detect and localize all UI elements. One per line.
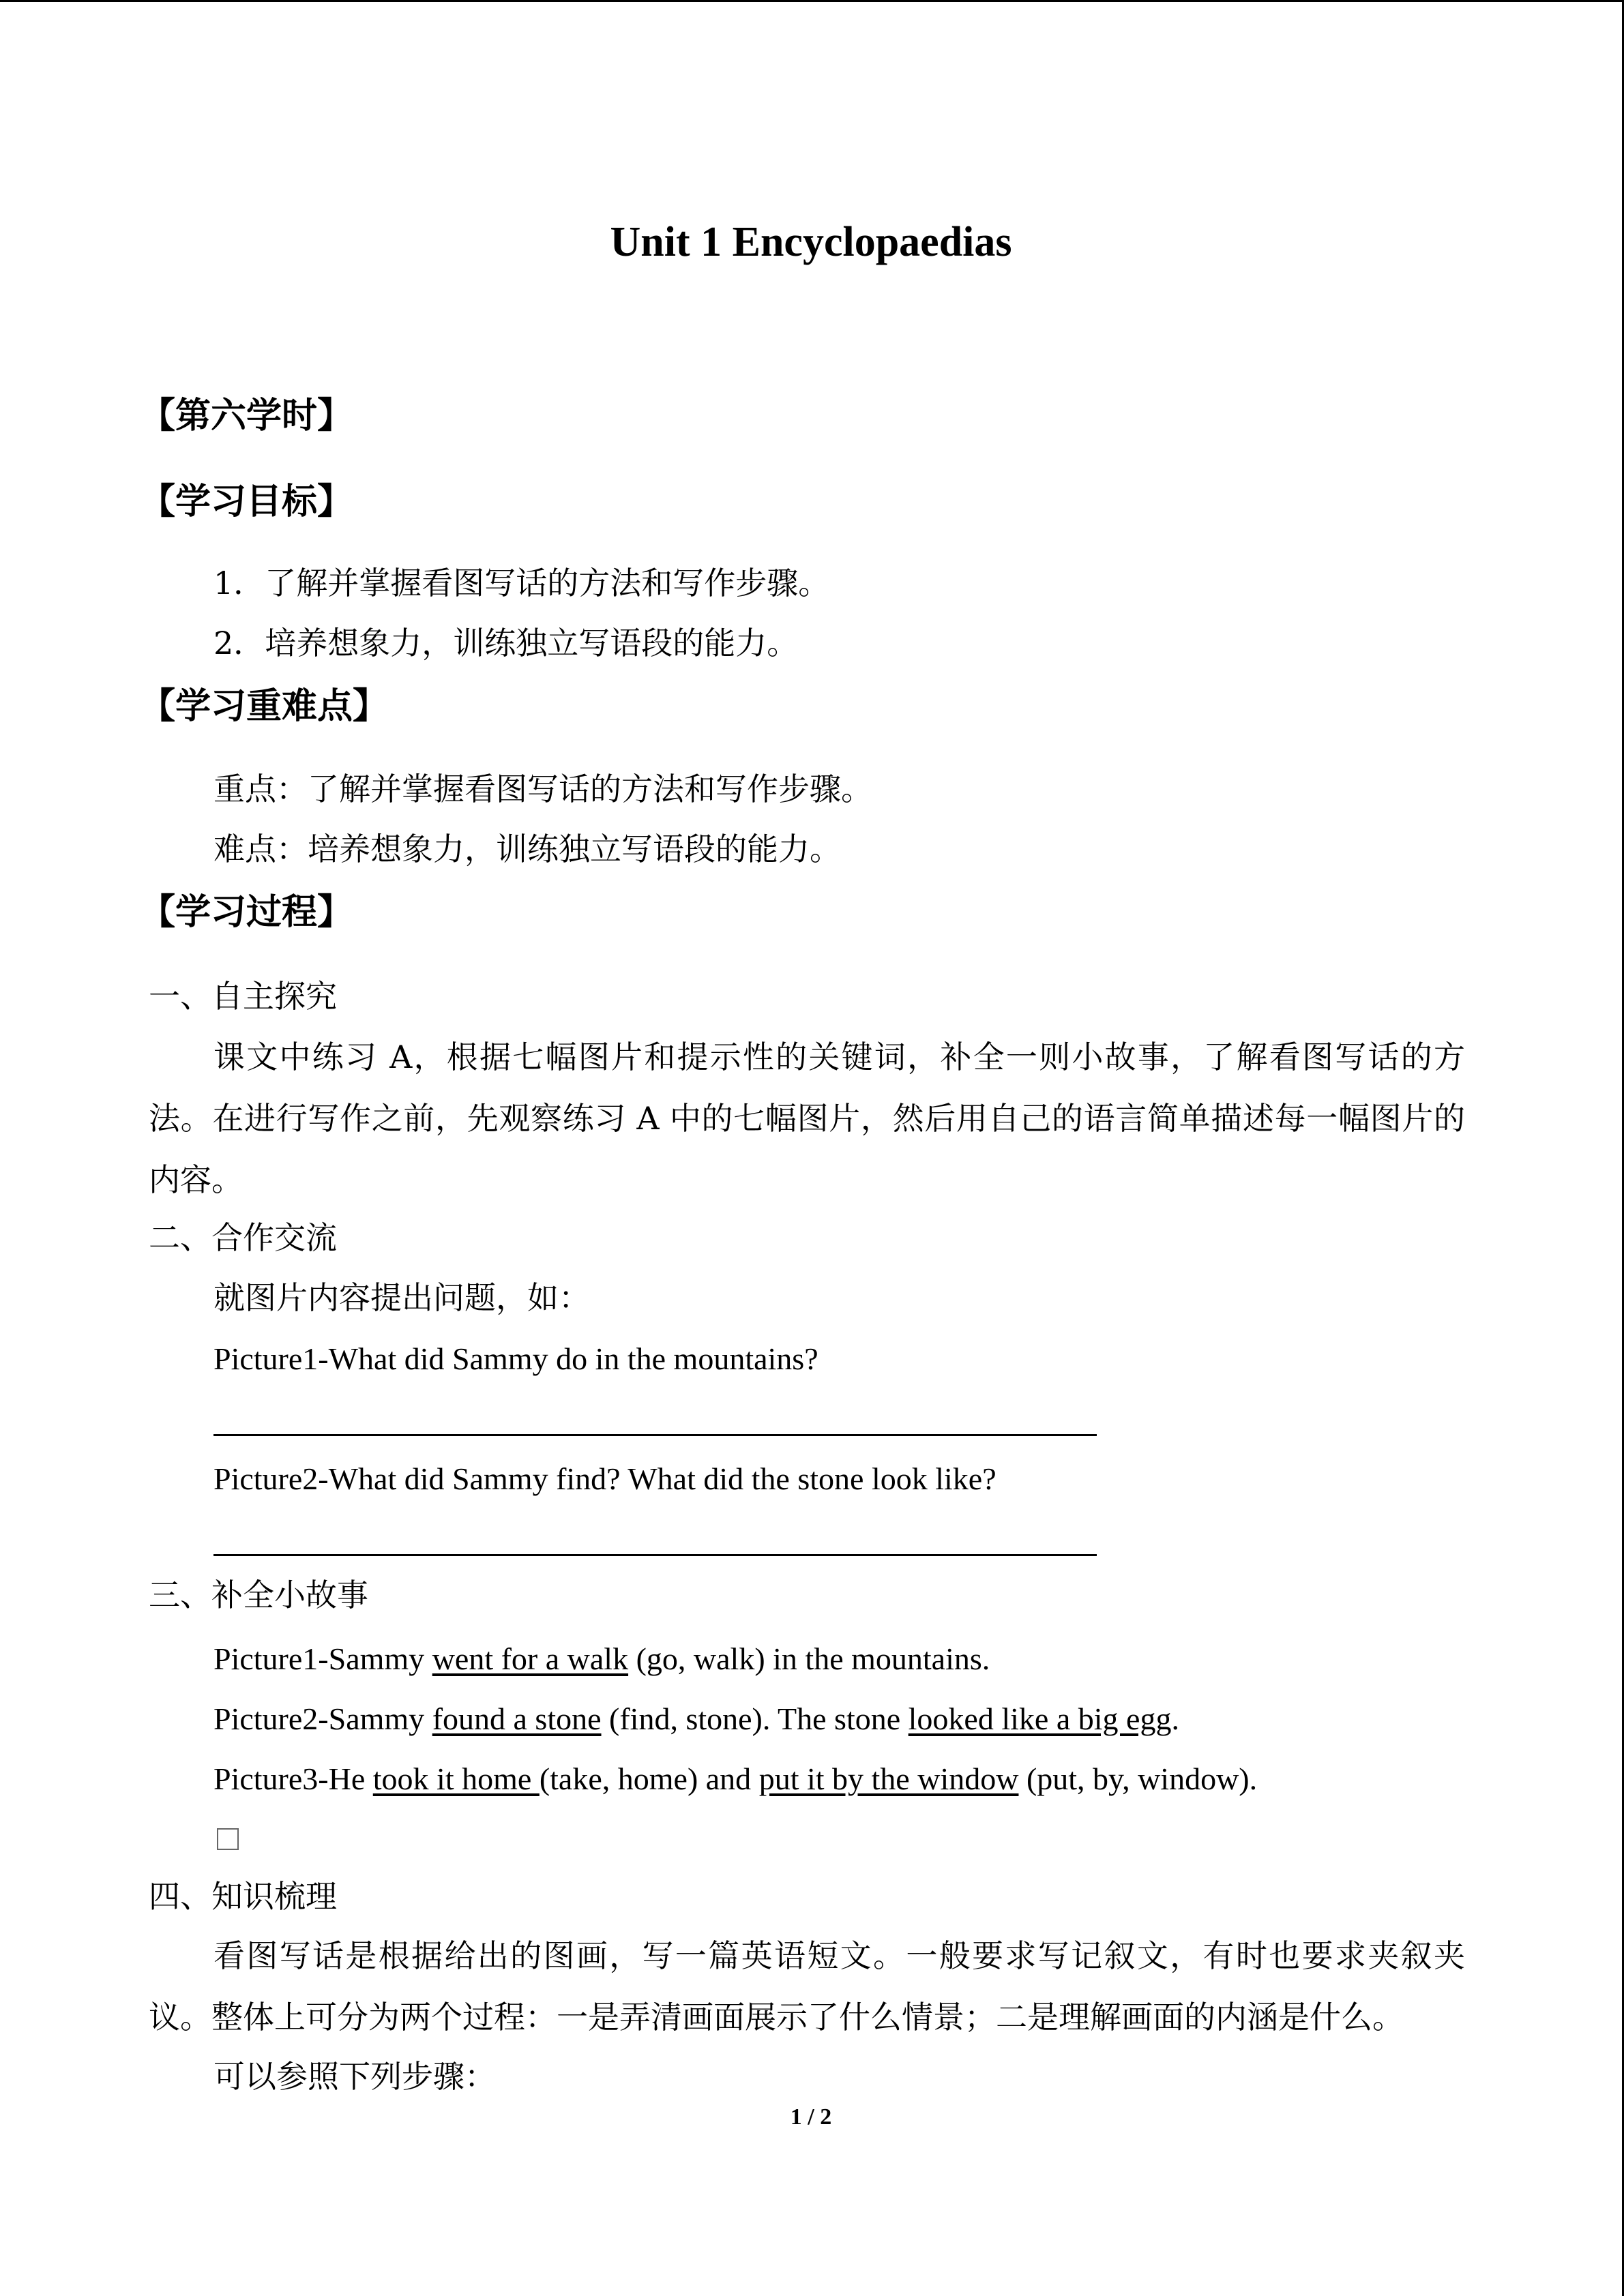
story-sentence	[213, 1699, 1179, 1740]
section-title: 一、自主探究	[149, 978, 337, 1015]
process-heading: 【学习过程】	[140, 892, 353, 933]
section-intro: 就图片内容提出问题，如：	[213, 1279, 590, 1316]
objectives-heading: 【学习目标】	[140, 481, 353, 522]
section-title: 三、补全小故事	[149, 1577, 368, 1613]
key-point-item: 重点：了解并掌握看图写话的方法和写作步骤。	[213, 771, 872, 807]
page-title: Unit 1 Encyclopaedias	[610, 219, 1012, 265]
story-text: Picture2-Sammy	[213, 1701, 432, 1736]
steps-intro: 可以参照下列步骤：	[213, 2058, 496, 2095]
story-sentence	[213, 1759, 1257, 1800]
story-text: .	[1171, 1701, 1179, 1736]
story-answer: looked like a big egg	[908, 1701, 1172, 1736]
key-point-item: 难点：培养想象力，训练独立写语段的能力。	[213, 831, 841, 867]
story-answer: put it by the window	[758, 1761, 1019, 1796]
lesson-heading: 【第六学时】	[140, 396, 353, 436]
question-text: Picture1-What did Sammy do in the mountains?	[213, 1341, 818, 1376]
question-text: Picture2-What did Sammy find? What did the stone look like?	[213, 1461, 996, 1496]
section-paragraph: 课文中练习 A，根据七幅图片和提示性的关键词，补全一则小故事，了解看图写话的方法。在进行写作之前，先观察练习 A 中的七幅图片，然后用自己的语言简单描述每一幅图片的内容。	[149, 1039, 1465, 1198]
objective-item: 1．了解并掌握看图写话的方法和写作步骤。	[213, 565, 830, 601]
story-answer: took it home	[372, 1761, 540, 1796]
story-text: (go, walk) in the mountains.	[628, 1641, 990, 1676]
section-title: 四、知识梳理	[149, 1878, 337, 1915]
story-text: (find, stone). The stone	[601, 1701, 909, 1736]
story-text: (put, by, window).	[1018, 1761, 1258, 1796]
story-sentence	[213, 1639, 990, 1680]
story-answer: went for a walk	[432, 1641, 629, 1676]
section-title: 二、合作交流	[149, 1219, 337, 1256]
objective-item: 2．培养想象力，训练独立写语段的能力。	[213, 625, 799, 661]
story-text: (take, home) and	[539, 1761, 759, 1796]
story-text: Picture1-Sammy	[213, 1641, 432, 1676]
story-answer: found a stone	[432, 1701, 602, 1736]
key-points-heading: 【学习重难点】	[140, 686, 389, 727]
answer-blank-line[interactable]	[213, 1434, 1097, 1436]
checkbox[interactable]	[217, 1828, 239, 1850]
answer-blank-line[interactable]	[213, 1554, 1097, 1556]
story-text: Picture3-He	[213, 1761, 373, 1796]
section-paragraph: 看图写话是根据给出的图画，写一篇英语短文。一般要求写记叙文，有时也要求夹叙夹议。整体上可分为两个过程：一是弄清画面展示了什么情景；二是理解画面的内涵是什么。	[149, 1937, 1465, 2036]
page-number: 1 / 2	[790, 2104, 832, 2130]
